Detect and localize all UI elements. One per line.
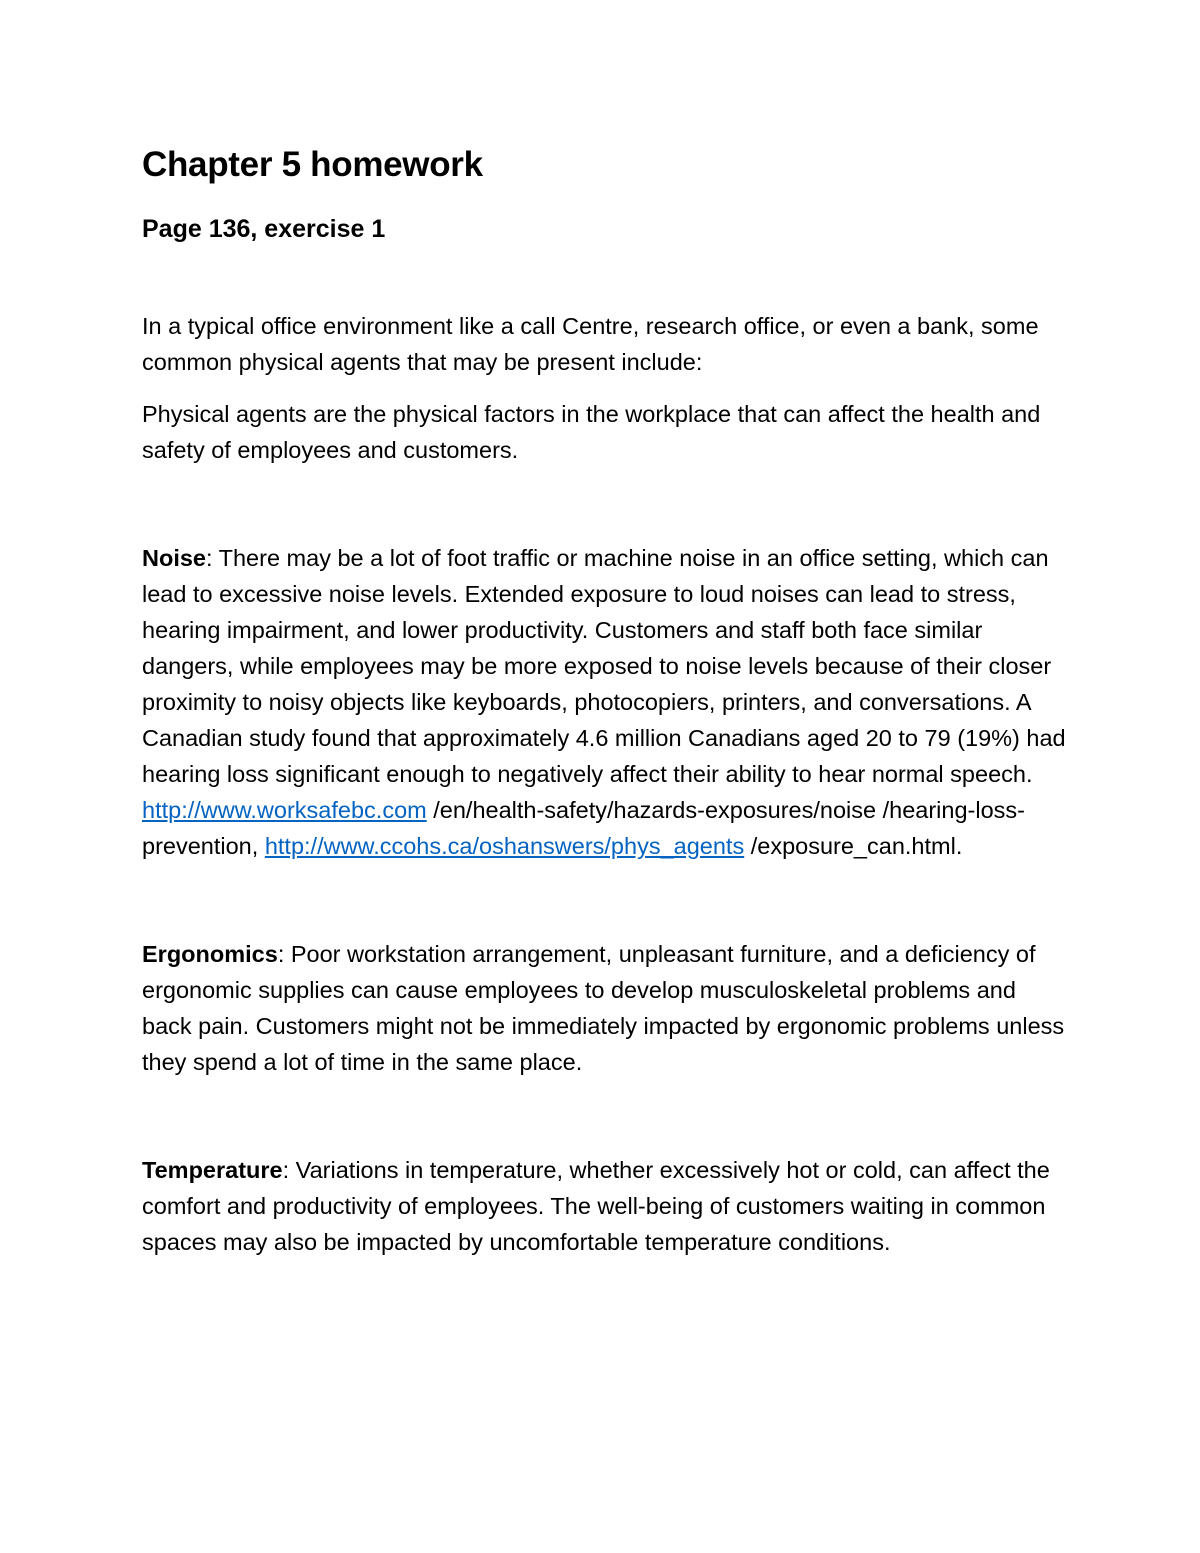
noise-text: : There may be a lot of foot traffic or machine noise in an office setting, which can lead to excessive noise levels. Extended exposure to loud noises can lead to stress, hearing impairment, and lower productivity. Customers and staff both face similar dangers, while employees may be more exposed to noise levels because of their closer proximity to noisy objects like keyboards, photocopiers, printers, and conversations. A Canadian study found that approximately 4.6 million Canadians aged 20 to 79 (19%) had hearing loss significant enough to negatively affect their ability to hear normal speech. (142, 545, 1066, 787)
noise-link2-suffix: /exposure_can.html. (744, 833, 963, 859)
document-page (142, 140, 1072, 1260)
intro-paragraph: In a typical office environment like a call Centre, research office, or even a bank, some common physical agents that may be present include: (142, 313, 1039, 375)
ergonomics-term: Ergonomics (142, 941, 278, 967)
noise-link1-suffix: /en/health-safety/hazards-exposures/noise /hearing-loss-prevention, (142, 797, 1025, 859)
ccohs-link[interactable]: http://www.ccohs.ca/oshanswers/phys_agents (264, 833, 745, 859)
definition-paragraph: Physical agents are the physical factors in the workplace that can affect the health and safety of employees and customers. (142, 401, 1041, 463)
ergonomics-text: : Poor workstation arrangement, unpleasant furniture, and a deficiency of ergonomic supplies can cause employees to develop musculoskeletal problems and back pain. Customers might not be immediately impacted by ergonomic problems unless they spend a lot of time in the same place. (142, 941, 1065, 1075)
noise-term: Noise (142, 545, 206, 571)
temperature-section (142, 1152, 1072, 1260)
ergonomics-section (142, 936, 1072, 1080)
worksafebc-link[interactable]: http://www.worksafebc.com (142, 797, 427, 823)
temperature-term: Temperature (142, 1157, 283, 1183)
temperature-text: : Variations in temperature, whether excessively hot or cold, can affect the comfort and productivity of employees. The well-being of customers waiting in common spaces may also be impacted by uncomfortable temperature conditions. (142, 1157, 1050, 1255)
noise-section (142, 540, 1072, 864)
document-subtitle: Page 136, exercise 1 (142, 215, 386, 243)
document-title: Chapter 5 homework (142, 145, 483, 184)
